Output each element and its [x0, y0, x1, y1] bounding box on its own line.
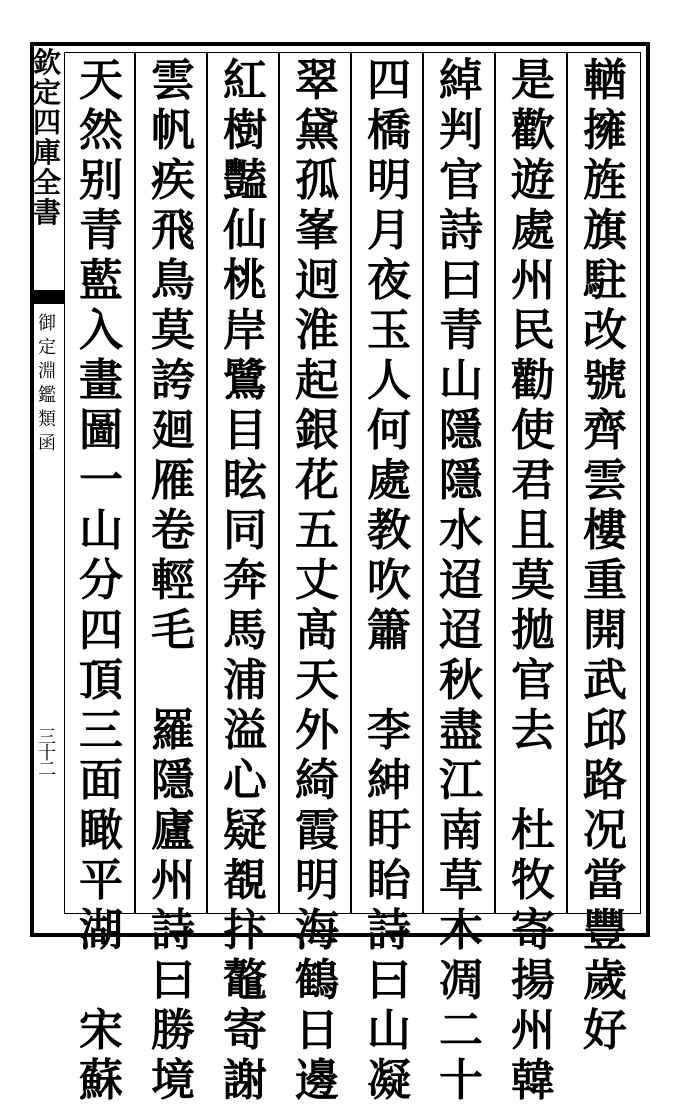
glyph: 判 — [439, 105, 483, 156]
glyph: 紳 — [367, 755, 411, 806]
glyph: 迢 — [439, 555, 483, 606]
glyph: 輶 — [583, 55, 627, 106]
glyph: 重 — [583, 555, 627, 606]
column-divider — [206, 52, 208, 914]
glyph: 鷺 — [223, 355, 267, 406]
glyph: 欽 — [32, 46, 61, 79]
glyph: 入 — [79, 305, 123, 356]
glyph: 歡 — [511, 105, 555, 156]
glyph: 莫 — [151, 305, 195, 356]
glyph: 日 — [295, 1005, 339, 1056]
glyph: 使 — [511, 405, 555, 456]
column-divider — [278, 52, 280, 914]
glyph: 處 — [511, 205, 555, 256]
fishtail-mark — [30, 290, 64, 304]
glyph: 凝 — [367, 1055, 411, 1106]
glyph: 州 — [151, 855, 195, 906]
glyph: 宋 — [79, 1005, 123, 1056]
glyph: 溢 — [223, 705, 267, 756]
glyph: 五 — [295, 505, 339, 556]
glyph: 馬 — [223, 605, 267, 656]
glyph: 函 — [38, 433, 56, 454]
glyph: 奔 — [223, 555, 267, 606]
glyph: 雲 — [583, 455, 627, 506]
glyph: 丈 — [295, 555, 339, 606]
glyph: 號 — [583, 355, 627, 406]
glyph: 月 — [367, 205, 411, 256]
glyph: 淮 — [295, 305, 339, 356]
glyph: 分 — [79, 555, 123, 606]
glyph: 飛 — [151, 205, 195, 256]
glyph: 疾 — [151, 155, 195, 206]
glyph: 疑 — [223, 805, 267, 856]
glyph: 心 — [223, 755, 267, 806]
glyph: 書 — [32, 196, 61, 229]
glyph: 藍 — [79, 255, 123, 306]
glyph: 夜 — [367, 255, 411, 306]
glyph: 隱 — [439, 455, 483, 506]
glyph: 處 — [367, 455, 411, 506]
glyph: 官 — [439, 155, 483, 206]
glyph: 樓 — [583, 505, 627, 556]
glyph: 豔 — [223, 155, 267, 206]
glyph: 毛 — [151, 605, 195, 656]
glyph: 岸 — [223, 305, 267, 356]
glyph: 山 — [79, 505, 123, 556]
glyph: 官 — [511, 655, 555, 706]
glyph: 寄 — [511, 905, 555, 956]
glyph: 民 — [511, 305, 555, 356]
glyph: 類 — [38, 409, 56, 430]
margin-subtitle — [32, 312, 62, 456]
glyph: 勝 — [151, 1005, 195, 1056]
glyph: 橋 — [367, 105, 411, 156]
glyph: 明 — [295, 855, 339, 906]
glyph: 曰 — [151, 955, 195, 1006]
glyph: 御 — [38, 313, 56, 334]
glyph: 目 — [223, 405, 267, 456]
glyph: 黛 — [295, 105, 339, 156]
glyph: 路 — [583, 755, 627, 806]
glyph: 三 — [38, 727, 56, 748]
glyph: 且 — [511, 505, 555, 556]
glyph: 誇 — [151, 355, 195, 406]
glyph: 四 — [367, 55, 411, 106]
text-column-4 — [356, 55, 422, 1106]
glyph: 邱 — [583, 705, 627, 756]
glyph: 豐 — [583, 905, 627, 956]
glyph: 好 — [583, 1005, 627, 1056]
glyph: 鶴 — [295, 955, 339, 1006]
glyph: 峯 — [295, 205, 339, 256]
glyph: 改 — [583, 305, 627, 356]
glyph: 眩 — [223, 455, 267, 506]
glyph: 浦 — [223, 655, 267, 706]
glyph: 四 — [79, 605, 123, 656]
glyph: 孤 — [295, 155, 339, 206]
glyph: 曰 — [367, 955, 411, 1006]
glyph: 山 — [439, 355, 483, 406]
glyph: 羅 — [151, 705, 195, 756]
column-divider — [494, 52, 496, 914]
glyph: 外 — [295, 705, 339, 756]
glyph: 四 — [32, 106, 61, 139]
glyph: 天 — [79, 55, 123, 106]
glyph: 開 — [583, 605, 627, 656]
glyph: 是 — [511, 55, 555, 106]
glyph: 州 — [511, 255, 555, 306]
glyph — [148, 656, 198, 706]
text-column-5 — [284, 55, 350, 1106]
glyph: 牧 — [511, 855, 555, 906]
glyph: 三 — [79, 705, 123, 756]
glyph: 詩 — [367, 905, 411, 956]
glyph: 定 — [38, 337, 56, 358]
glyph: 境 — [151, 1055, 195, 1106]
glyph: 拋 — [511, 605, 555, 656]
glyph: 齊 — [583, 405, 627, 456]
glyph: 同 — [223, 505, 267, 556]
glyph: 教 — [367, 505, 411, 556]
glyph: 山 — [367, 1005, 411, 1056]
glyph: 州 — [511, 1005, 555, 1056]
glyph: 歲 — [583, 955, 627, 1006]
glyph: 人 — [367, 355, 411, 406]
glyph: 迥 — [295, 255, 339, 306]
column-divider — [350, 52, 352, 914]
glyph: 水 — [439, 505, 483, 556]
glyph — [364, 656, 414, 706]
glyph: 駐 — [583, 255, 627, 306]
glyph: 揚 — [511, 955, 555, 1006]
glyph — [76, 956, 126, 1006]
glyph: 君 — [511, 455, 555, 506]
column-divider — [566, 52, 568, 914]
glyph: 草 — [439, 855, 483, 906]
glyph: 况 — [583, 805, 627, 856]
glyph: 淵 — [38, 361, 56, 382]
glyph: 一 — [79, 455, 123, 506]
glyph: 定 — [32, 76, 61, 109]
glyph: 頂 — [79, 655, 123, 706]
margin-title — [32, 48, 62, 228]
glyph: 青 — [439, 305, 483, 356]
glyph: 蘇 — [79, 1055, 123, 1106]
glyph: 鼇 — [223, 955, 267, 1006]
glyph: 圖 — [79, 405, 123, 456]
text-column-7 — [140, 55, 206, 1106]
glyph — [508, 756, 558, 806]
glyph: 樹 — [223, 105, 267, 156]
glyph: 眙 — [367, 855, 411, 906]
glyph: 畫 — [79, 355, 123, 406]
glyph: 擁 — [583, 105, 627, 156]
glyph: 面 — [79, 755, 123, 806]
glyph: 霞 — [295, 805, 339, 856]
glyph: 李 — [367, 705, 411, 756]
text-column-3 — [428, 55, 494, 1106]
glyph: 隱 — [151, 755, 195, 806]
glyph: 庫 — [32, 136, 61, 169]
glyph: 去 — [511, 705, 555, 756]
glyph: 旌 — [583, 155, 627, 206]
glyph: 湖 — [79, 905, 123, 956]
glyph: 隱 — [439, 405, 483, 456]
column-divider — [422, 52, 424, 914]
glyph: 然 — [79, 105, 123, 156]
glyph: 瞰 — [79, 805, 123, 856]
glyph: 南 — [439, 805, 483, 856]
text-column-1 — [572, 55, 638, 1056]
glyph: 起 — [295, 355, 339, 406]
glyph: 二 — [38, 759, 56, 780]
glyph: 天 — [295, 655, 339, 706]
glyph: 當 — [583, 855, 627, 906]
glyph: 寄 — [223, 1005, 267, 1056]
glyph: 武 — [583, 655, 627, 706]
text-column-6 — [212, 55, 278, 1106]
glyph: 紅 — [223, 55, 267, 106]
glyph: 别 — [79, 155, 123, 206]
glyph: 雲 — [151, 55, 195, 106]
glyph: 鑑 — [38, 385, 56, 406]
glyph: 杜 — [511, 805, 555, 856]
glyph: 輕 — [151, 555, 195, 606]
glyph: 秋 — [439, 655, 483, 706]
glyph: 帆 — [151, 105, 195, 156]
text-column-2 — [500, 55, 566, 1106]
glyph: 何 — [367, 405, 411, 456]
column-divider — [134, 52, 136, 914]
glyph: 綺 — [295, 755, 339, 806]
glyph: 木 — [439, 905, 483, 956]
margin-page-number — [32, 727, 62, 780]
glyph: 盡 — [439, 705, 483, 756]
glyph: 遊 — [511, 155, 555, 206]
glyph: 銀 — [295, 405, 339, 456]
glyph: 莫 — [511, 555, 555, 606]
glyph: 海 — [295, 905, 339, 956]
glyph: 廬 — [151, 805, 195, 856]
glyph: 翠 — [295, 55, 339, 106]
glyph: 鳥 — [151, 255, 195, 306]
glyph: 廻 — [151, 405, 195, 456]
glyph: 盱 — [367, 805, 411, 856]
glyph: 平 — [79, 855, 123, 906]
glyph: 明 — [367, 155, 411, 206]
glyph: 卷 — [151, 505, 195, 556]
glyph: 邊 — [295, 1055, 339, 1106]
glyph: 二 — [439, 1005, 483, 1056]
glyph: 青 — [79, 205, 123, 256]
glyph: 雁 — [151, 455, 195, 506]
glyph: 吹 — [367, 555, 411, 606]
glyph: 仙 — [223, 205, 267, 256]
glyph: 詩 — [439, 205, 483, 256]
glyph: 迢 — [439, 605, 483, 656]
glyph: 十 — [439, 1055, 483, 1106]
glyph: 十 — [38, 743, 56, 764]
glyph: 簫 — [367, 605, 411, 656]
glyph: 曰 — [439, 255, 483, 306]
glyph: 髙 — [295, 605, 339, 656]
glyph: 覩 — [223, 855, 267, 906]
glyph: 凋 — [439, 955, 483, 1006]
glyph: 謝 — [223, 1055, 267, 1106]
glyph: 玉 — [367, 305, 411, 356]
glyph: 全 — [32, 166, 61, 199]
glyph: 旗 — [583, 205, 627, 256]
glyph: 桃 — [223, 255, 267, 306]
glyph: 花 — [295, 455, 339, 506]
glyph: 綽 — [439, 55, 483, 106]
glyph: 江 — [439, 755, 483, 806]
glyph: 勸 — [511, 355, 555, 406]
glyph: 詩 — [151, 905, 195, 956]
text-column-8 — [68, 55, 134, 1106]
glyph: 抃 — [223, 905, 267, 956]
glyph: 韓 — [511, 1055, 555, 1106]
